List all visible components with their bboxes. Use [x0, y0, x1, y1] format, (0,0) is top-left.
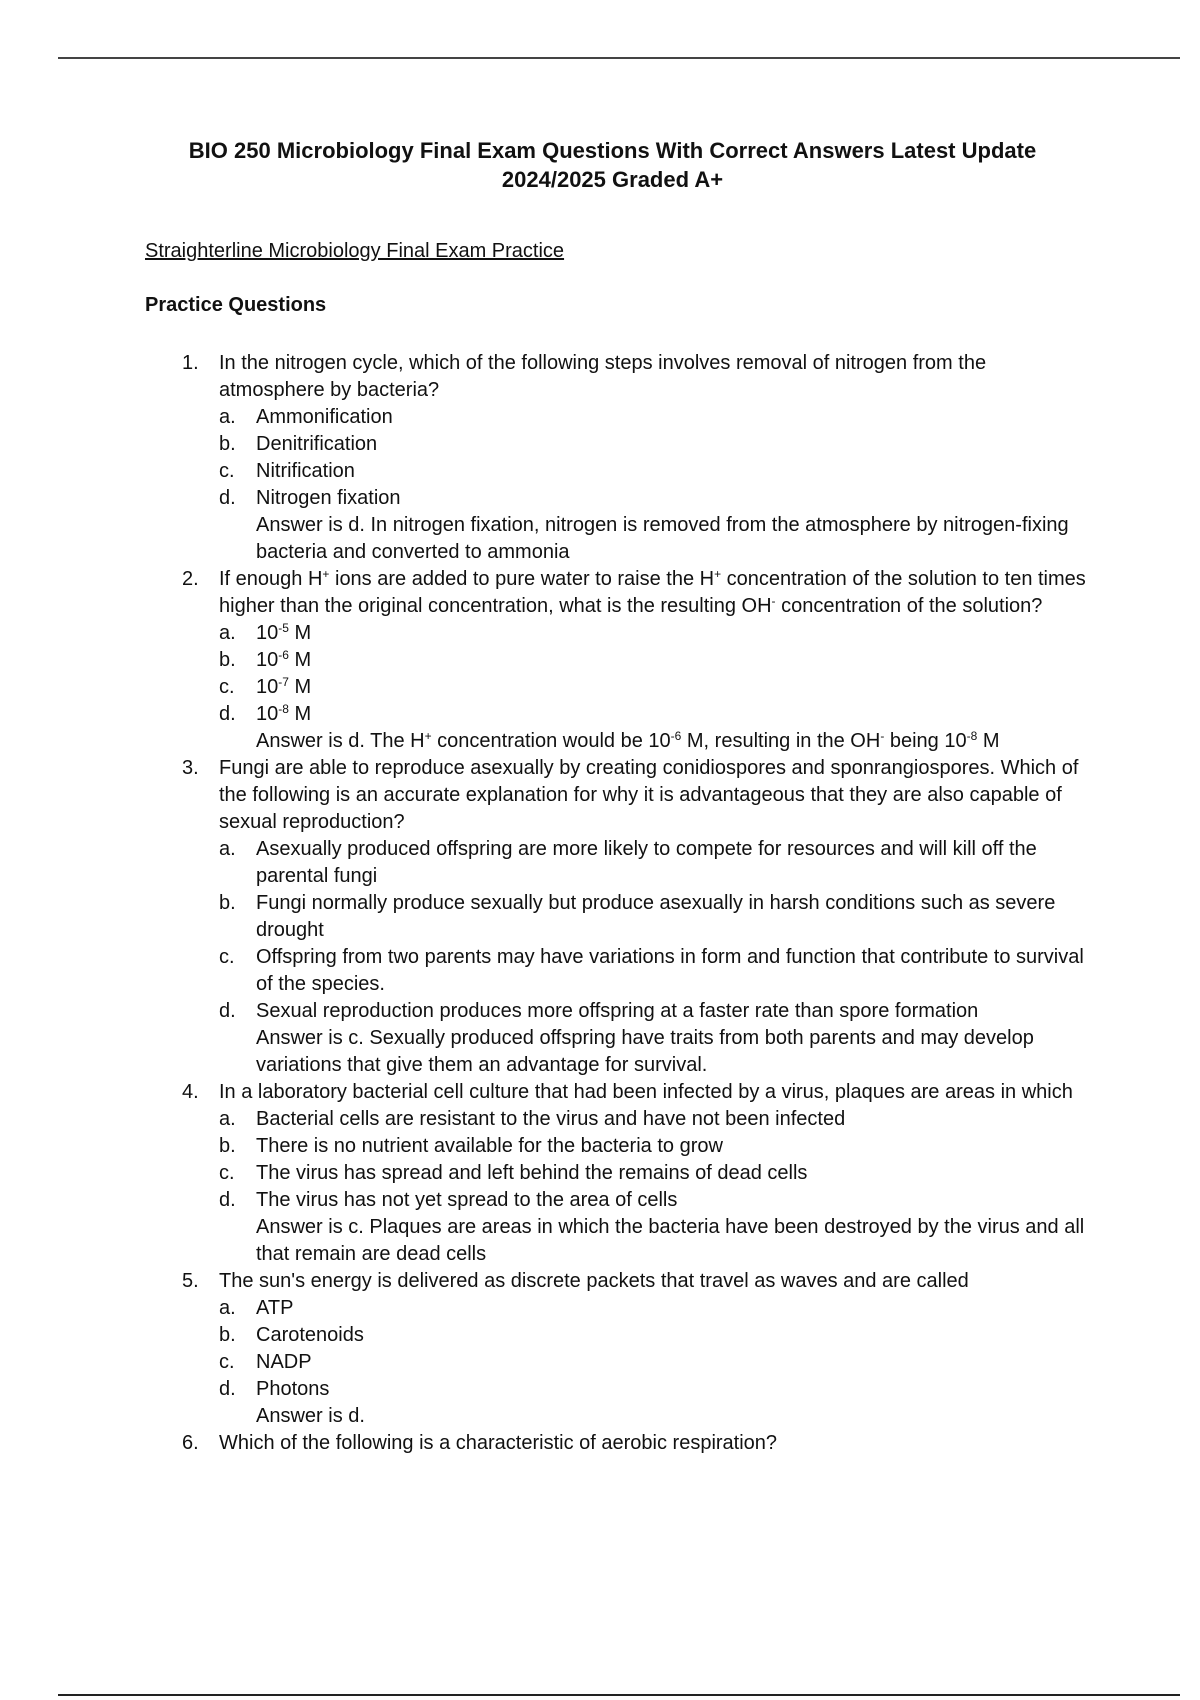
option-d: d. $10^{-8}$ M	[219, 702, 312, 725]
answer-text: Answer is d.	[256, 1405, 365, 1427]
question-5	[182, 1268, 1092, 1430]
document-subtitle: Straighterline Microbiology Final Exam Practice	[145, 240, 565, 262]
question-1	[182, 350, 1092, 566]
option-d: d. The virus has not yet spread to the area of cells	[219, 1189, 678, 1211]
question-number: 1.	[182, 352, 199, 374]
title-line-2: 2024/2025 Graded A+	[501, 167, 724, 192]
option-a: a. Bacterial cells are resistant to the virus and have not been infected	[219, 1108, 846, 1130]
question-3	[182, 755, 1092, 1079]
question-text: Fungi are able to reproduce asexually by creating conidiospores and sponrangiospores. Which of the following is an accurate explanation for why it is advantageous that they are also capable of sexual reproduction?	[219, 757, 1079, 833]
section-heading: Practice Questions	[145, 294, 327, 316]
bottom-rule	[58, 1694, 1180, 1696]
answer-text: Answer is d. In nitrogen fixation, nitrogen is removed from the atmosphere by nitrogen-fixing bacteria and converted to ammonia	[256, 514, 1069, 563]
question-number: 5.	[182, 1270, 199, 1292]
option-a: a. Asexually produced offspring are more likely to compete for resources and will kill off the parental fungi	[219, 838, 1037, 887]
answer-text: Answer is c. Plaques are areas in which the bacteria have been destroyed by the virus and all that remain are dead cells	[256, 1216, 1085, 1265]
question-text: If enough H+ ions are added to pure water to raise the H+ concentration of the solution to ten times higher than the original concentration, what is the resulting OH- concentration of the solution?	[219, 567, 1086, 617]
option-a: a. $10^{-5}$ M	[219, 621, 312, 644]
answer-text: Answer is c. Sexually produced offspring have traits from both parents and may develop variations that give them an advantage for survival.	[256, 1027, 1034, 1076]
answer-text: Answer is d. The H+ concentration would be $10^{-6}$ M, resulting in the OH- being $10^{-8}$ M	[256, 729, 1000, 752]
option-d: d. Photons	[219, 1378, 330, 1400]
title-line-1: BIO 250 Microbiology Final Exam Questions With Correct Answers Latest Update	[188, 138, 1037, 163]
question-number: 2.	[182, 568, 199, 590]
question-text: In a laboratory bacterial cell culture that had been infected by a virus, plaques are areas in which	[219, 1081, 1073, 1103]
option-b: b. Carotenoids	[219, 1324, 364, 1346]
question-text: Which of the following is a characteristic of aerobic respiration?	[219, 1432, 778, 1454]
top-rule	[58, 57, 1180, 59]
question-2	[182, 566, 1092, 755]
question-number: 6.	[182, 1432, 199, 1454]
option-d: d. Sexual reproduction produces more offspring at a faster rate than spore formation	[219, 1000, 979, 1022]
option-a: a. ATP	[219, 1297, 294, 1319]
option-b: b. There is no nutrient available for the bacteria to grow	[219, 1135, 723, 1157]
option-c: c. Offspring from two parents may have variations in form and function that contribute to survival of the species.	[219, 946, 1084, 995]
question-4	[182, 1079, 1092, 1268]
option-b: b. Denitrification	[219, 433, 378, 455]
option-c: c. $10^{-7}$ M	[219, 675, 312, 698]
question-text: The sun's energy is delivered as discrete packets that travel as waves and are called	[219, 1270, 969, 1292]
question-list	[182, 350, 1092, 1457]
option-a: a. Ammonification	[219, 406, 393, 428]
question-number: 3.	[182, 757, 199, 779]
question-number: 4.	[182, 1081, 199, 1103]
option-b: b. Fungi normally produce sexually but produce asexually in harsh conditions such as severe drought	[219, 892, 1056, 941]
question-6	[182, 1430, 1092, 1457]
question-text: In the nitrogen cycle, which of the following steps involves removal of nitrogen from the atmosphere by bacteria?	[219, 352, 987, 401]
option-b: b. $10^{-6}$ M	[219, 648, 312, 671]
option-d: d. Nitrogen fixation	[219, 487, 401, 509]
document-title	[140, 136, 1085, 194]
option-c: c. NADP	[219, 1351, 312, 1373]
option-c: c. Nitrification	[219, 460, 355, 482]
option-c: c. The virus has spread and left behind the remains of dead cells	[219, 1162, 808, 1184]
